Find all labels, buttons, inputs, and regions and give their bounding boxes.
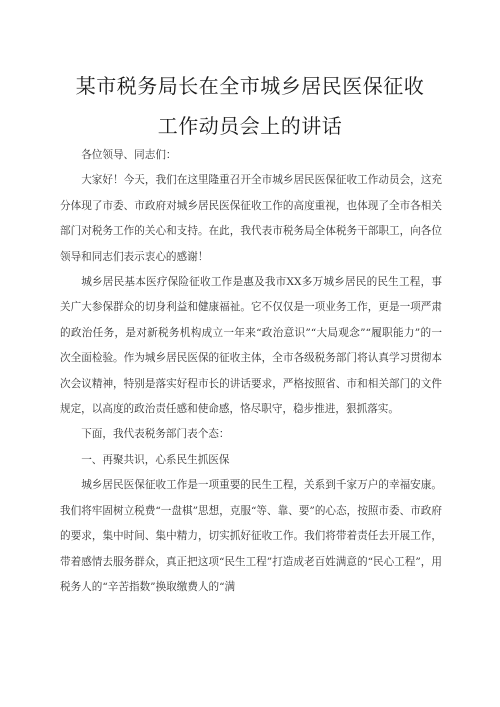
document-title-line-1: 某市税务局长在全市城乡居民医保征收 xyxy=(75,74,425,98)
document-body xyxy=(60,143,442,600)
paragraph-section-1: 城乡居民医保征收工作是一项重要的民生工程，关系到千家万户的幸福安康。我们将牢固树立税费“一盘棋”思想，克服“等、靠、要”的心态，按照市委、市政府的要求，集中时间、集中精力，切实抓好征收工作。我们将带着责任去开展工作，带着感情去服务群众，真正把这项“民生工程”打造成老百姓满意的“民心工程”，用税务人的“辛苦指数”换取缴费人的“满 xyxy=(60,479,442,593)
section-heading-1: 一、再聚共识，心系民生抓医保 xyxy=(81,453,230,466)
salutation: 各位领导、同志们： xyxy=(81,149,177,161)
paragraph-significance: 城乡居民基本医疗保险征收工作是惠及我市XX多万城乡居民的民生工程，事关广大参保群众的切身利益和健康福祉。它不仅仅是一项业务工作，更是一项严肃的政治任务，是对新税务机构成立一年来“政治意识”“大局观念”“履职能力”的一次全面检验。作为城乡居民医保的征收主体，全市各级税务部门将认真学习贯彻本次会议精神，特别是落实好程市长的讲话要求，严格按照省、市和相关部门的文件规定，以高度的政治责任感和使命感，恪尽职守，稳步推进，狠抓落实。 xyxy=(60,276,442,416)
paragraph-opening: 大家好！今天，我们在这里隆重召开全市城乡居民医保征收工作动员会，这充分体现了市委、市政府对城乡居民医保征收工作的高度重视，也体现了全市各相关部门对税务工作的关心和支持。在此，我代表市税务局全体税务干部职工，向各位领导和同志们表示衷心的感谢！ xyxy=(60,174,442,263)
document-title-line-2: 工作动员会上的讲话 xyxy=(157,114,343,138)
paragraph-statement-intro: 下面，我代表税务部门表个态： xyxy=(81,428,230,441)
